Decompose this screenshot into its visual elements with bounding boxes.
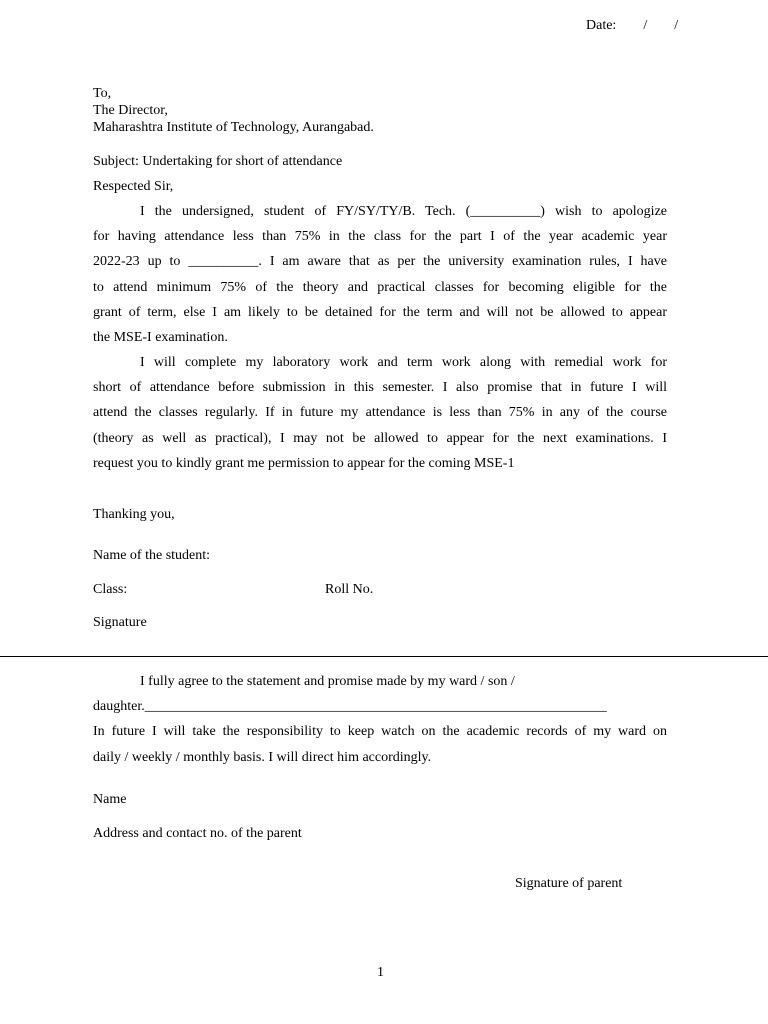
- address-to: To,: [93, 86, 112, 101]
- date-label: Date:: [586, 18, 617, 33]
- paragraph-line: to attend minimum 75% of the theory and practical classes for becoming eligible for the: [93, 279, 667, 295]
- parent-agreement-paragraph: [93, 669, 667, 770]
- paragraph-line: attend the classes regularly. If in future my attendance is less than 75% in any of the course: [93, 405, 667, 421]
- salutation: Respected Sir,: [93, 179, 174, 194]
- parent-signature-label: Signature of parent: [515, 876, 623, 891]
- date-field: [586, 17, 678, 34]
- paragraph-line: grant of term, else I am likely to be detained for the term and will not be allowed to appear: [93, 304, 667, 320]
- parent-name-label: Name: [93, 792, 127, 807]
- paragraph-line: 2022-23 up to __________. I am aware that as per the university examination rules, I have: [93, 254, 667, 270]
- date-separator-1: /: [643, 18, 648, 33]
- undertaking-paragraph-1: [93, 199, 667, 350]
- class-label: Class:: [93, 582, 128, 597]
- student-name-label: Name of the student:: [93, 548, 211, 563]
- paragraph-line: I will complete my laboratory work and term work along with remedial work for: [140, 355, 667, 370]
- parent-address-label: Address and contact no. of the parent: [93, 826, 302, 841]
- undertaking-paragraph-2: [93, 350, 667, 476]
- paragraph-line: I fully agree to the statement and promise made by my ward / son /: [140, 674, 515, 689]
- paragraph-line: daughter.__________________________________________________________________: [93, 699, 607, 715]
- closing: Thanking you,: [93, 507, 175, 522]
- paragraph-line: request you to kindly grant me permission to appear for the coming MSE-1: [93, 455, 515, 471]
- paragraph-line: daily / weekly / monthly basis. I will direct him accordingly.: [93, 749, 432, 765]
- paragraph-line: short of attendance before submission in this semester. I also promise that in future I will: [93, 380, 667, 396]
- subject-line: Subject: Undertaking for short of attendance: [93, 154, 343, 169]
- paragraph-line: the MSE-I examination.: [93, 330, 228, 346]
- section-divider: [0, 656, 768, 657]
- paragraph-line: for having attendance less than 75% in the class for the part I of the year academic year: [93, 229, 667, 245]
- paragraph-line: I the undersigned, student of FY/SY/TY/B. Tech. (__________) wish to apologize: [140, 204, 667, 219]
- paragraph-line: (theory as well as practical), I may not be allowed to appear for the next examinations. I: [93, 430, 667, 446]
- paragraph-line: In future I will take the responsibility to keep watch on the academic records of my ward on: [93, 724, 667, 740]
- roll-number-label: Roll No.: [325, 582, 374, 597]
- page-number: 1: [377, 965, 384, 980]
- student-signature-label: Signature: [93, 615, 147, 630]
- date-separator-2: /: [674, 18, 679, 33]
- address-institution: Maharashtra Institute of Technology, Aurangabad.: [93, 120, 374, 135]
- address-recipient: The Director,: [93, 103, 168, 118]
